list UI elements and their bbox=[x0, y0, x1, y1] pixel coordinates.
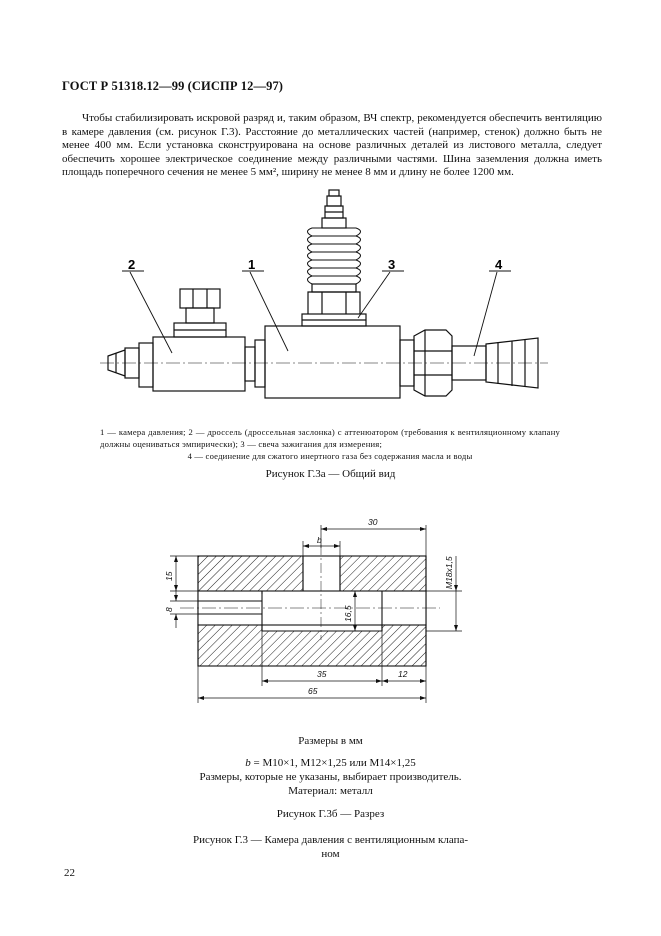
callout-1: 1 bbox=[248, 257, 256, 272]
dim-15: 15 bbox=[164, 571, 174, 581]
dim-16-5: 16,5 bbox=[343, 605, 353, 622]
callout-4: 4 bbox=[495, 257, 503, 272]
paragraph-text: Чтобы стабилизировать искровой разряд и, таким образом, ВЧ спектр, рекомендуется обеспечить вентиляцию в камере давления (см. рисунок Г.3). Расстояние до металлических частей (например, стенок) должно быть не менее 400 мм. Если установка сконструирована на основе различных деталей из листового металла, следует обеспечить хорошее электрическое соединение между различными частями. Шина заземления должна иметь площадь поперечного сечения не менее 5 мм², ширину не менее 8 мм и длину не более 1200 мм. bbox=[62, 112, 602, 179]
dim-12: 12 bbox=[398, 669, 408, 679]
hatch-top-right bbox=[340, 556, 426, 591]
b-values-note bbox=[0, 756, 661, 770]
b-values: = M10×1, M12×1,25 или M14×1,25 bbox=[250, 757, 416, 769]
hatch-top-left bbox=[198, 556, 303, 591]
figure-a-caption: Рисунок Г.3а — Общий вид bbox=[265, 468, 396, 480]
figure-b-caption: Рисунок Г.3б — Разрез bbox=[276, 808, 385, 820]
legend-main: 1 — камера давления; 2 — дроссель (дроссельная заслонка) с аттенюатором (требования к вентиляционному клапану должны оцениваться эмпирически); 3 — свеча зажигания для измерения; bbox=[100, 427, 560, 449]
dim-m18: M18x1,5 bbox=[444, 556, 454, 589]
dim-65: 65 bbox=[308, 686, 318, 696]
figure-caption-line2: ном bbox=[321, 848, 340, 860]
dim-b: b bbox=[317, 535, 322, 545]
document-header: ГОСТ Р 51318.12—99 (СИСПР 12—97) bbox=[62, 79, 284, 93]
unspecified-note: Размеры, которые не указаны, выбирает производитель. bbox=[199, 771, 462, 783]
dim-35: 35 bbox=[317, 669, 327, 679]
figure-caption-line1: Рисунок Г.3 — Камера давления с вентиляционным клапа- bbox=[192, 834, 469, 846]
callout-2: 2 bbox=[128, 257, 136, 272]
dim-8: 8 bbox=[164, 607, 174, 612]
b-variable: b bbox=[245, 757, 251, 769]
legend-last: 4 — соединение для сжатого инертного газа без содержания масла и воды bbox=[187, 451, 473, 461]
dim-30: 30 bbox=[368, 517, 378, 527]
callout-3: 3 bbox=[388, 257, 396, 272]
material-note: Материал: металл bbox=[288, 785, 373, 797]
units-note: Размеры в мм bbox=[298, 735, 363, 747]
page-number: 22 bbox=[64, 867, 75, 879]
